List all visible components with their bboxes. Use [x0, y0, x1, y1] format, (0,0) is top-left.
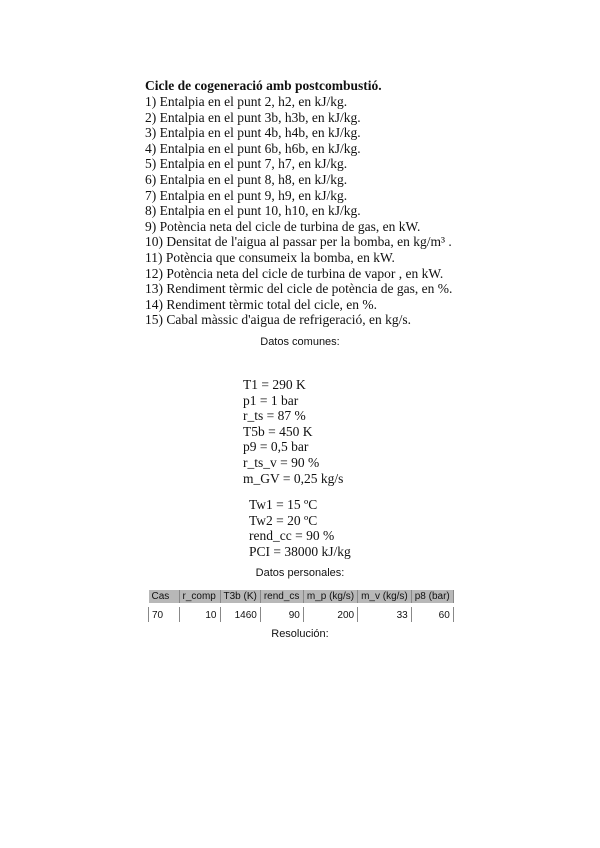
param-item: Tw1 = 15 ºC: [249, 497, 318, 512]
question-item: 4) Entalpia en el punt 6b, h6b, en kJ/kg.: [145, 140, 361, 156]
param-item: T1 = 290 K: [243, 377, 306, 392]
column-header: rend_cs: [260, 590, 303, 605]
table-cell: 10: [179, 605, 220, 622]
question-item: 7) Entalpia en el punt 9, h9, en kJ/kg.: [145, 187, 348, 203]
question-item: 8) Entalpia en el punt 10, h10, en kJ/kg.: [145, 203, 361, 219]
question-item: 13) Rendiment tèrmic del cicle de potència de gas, en %.: [145, 281, 453, 297]
datos-comunes-heading: Datos comunes:: [260, 336, 340, 348]
common-params-group-1: [243, 377, 343, 486]
column-header: m_v (kg/s): [358, 590, 412, 605]
question-item: 6) Entalpia en el punt 8, h8, en kJ/kg.: [145, 171, 348, 187]
question-item: 11) Potència que consumeix la bomba, en kW.: [145, 249, 395, 265]
table-header-row: [149, 590, 454, 605]
table-cell: 60: [411, 605, 453, 622]
param-item: T5b = 450 K: [243, 423, 313, 439]
column-header: m_p (kg/s): [303, 590, 357, 605]
question-item: 1) Entalpia en el punt 2, h2, en kJ/kg.: [145, 94, 348, 109]
datos-personales-heading: Datos personales:: [255, 567, 345, 579]
question-item: 15) Cabal màssic d'aigua de refrigeració, en kg/s.: [145, 312, 411, 328]
question-list: [145, 94, 575, 328]
param-item: r_ts_v = 90 %: [243, 454, 320, 470]
param-item: rend_cc = 90 %: [249, 528, 335, 544]
param-item: r_ts = 87 %: [243, 408, 306, 424]
column-header: r_comp: [179, 590, 220, 605]
table-cell: 90: [260, 605, 303, 622]
question-item: 3) Entalpia en el punt 4b, h4b, en kJ/kg.: [145, 125, 361, 141]
question-item: 14) Rendiment tèrmic total del cicle, en %.: [145, 296, 378, 312]
column-header: Cas: [149, 590, 180, 605]
question-item: 2) Entalpia en el punt 3b, h3b, en kJ/kg.: [145, 109, 361, 125]
table-cell: 70: [149, 605, 180, 622]
table-cell: 1460: [220, 605, 260, 622]
question-item: 5) Entalpia en el punt 7, h7, en kJ/kg.: [145, 156, 348, 172]
column-header: p8 (bar): [411, 590, 453, 605]
question-item: 9) Potència neta del cicle de turbina de gas, en kW.: [145, 218, 421, 234]
param-item: PCI = 38000 kJ/kg: [249, 543, 351, 559]
problem-statement: [145, 78, 575, 328]
question-item: 12) Potència neta del cicle de turbina de vapor , en kW.: [145, 265, 444, 281]
question-item: 10) Densitat de l'aigua al passar per la bomba, en kg/m³ .: [145, 234, 452, 250]
param-item: m_GV = 0,25 kg/s: [243, 470, 344, 486]
resolucion-heading: Resolución:: [271, 628, 329, 640]
common-params-group-2: [249, 497, 351, 559]
table-row: [149, 605, 454, 622]
table-cell: 33: [358, 605, 412, 622]
document-title: Cicle de cogeneració amb postcombustió.: [145, 78, 382, 93]
param-item: p1 = 1 bar: [243, 392, 299, 408]
param-item: Tw2 = 20 ºC: [249, 512, 318, 528]
personal-data-table: [148, 590, 454, 622]
column-header: T3b (K): [220, 590, 260, 605]
table-cell: 200: [303, 605, 357, 622]
param-item: p9 = 0,5 bar: [243, 439, 309, 455]
